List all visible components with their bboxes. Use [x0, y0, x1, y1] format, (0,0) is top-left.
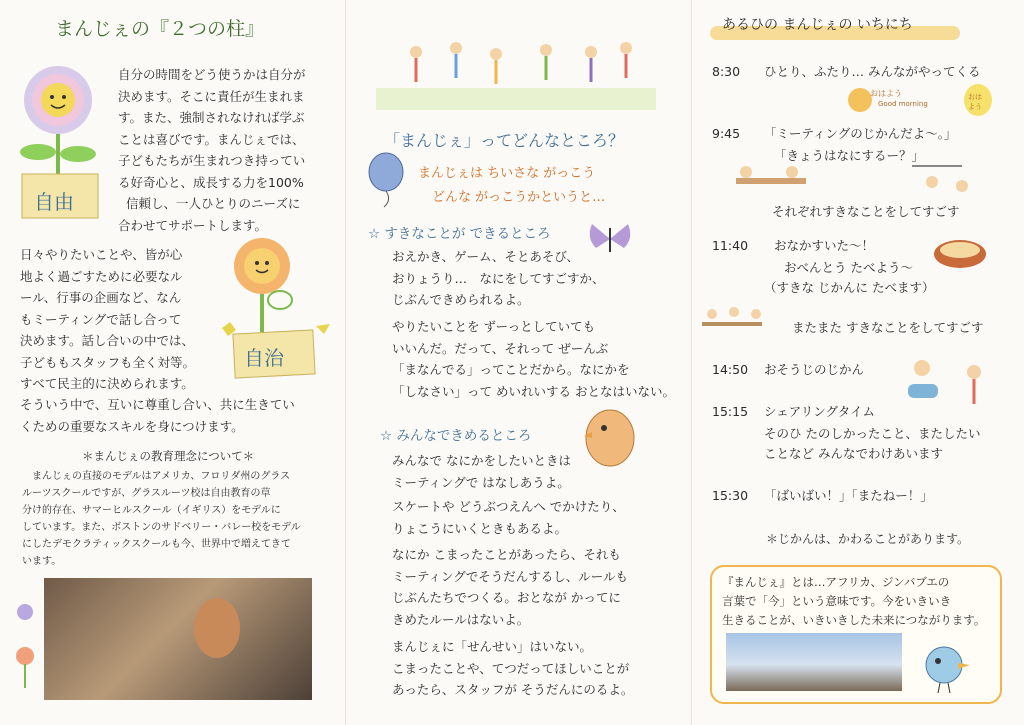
speech-ohayou-1: おはよう — [870, 89, 902, 98]
text-line: 「まなんでる」ってことだから。なにかを — [392, 362, 630, 377]
schedule-row — [712, 236, 874, 256]
schedule-row — [712, 360, 864, 380]
jichi-text — [20, 244, 230, 395]
schedule-text: そのひ たのしかったこと、またしたい — [764, 426, 981, 441]
text-line: もミーティングで話し合って — [20, 311, 182, 327]
meaning-text — [722, 573, 996, 630]
text-line: なにか こまったことがあったら、それも — [392, 547, 621, 562]
schedule-text: 「きょうはなにするー？」 — [774, 148, 925, 163]
text-line: ミーティングで はなしあうよ。 — [392, 474, 570, 490]
text-line: 『まんじぇ』とは…アフリカ、ジンバブエの — [722, 575, 950, 589]
balloon-icon — [366, 152, 410, 208]
schedule-text: ことなど みんなでわけあいます — [764, 446, 943, 461]
schedule-time: 8:30 — [712, 64, 741, 79]
section2-text — [392, 450, 682, 493]
text-line: 決めます。そこに責任が生まれま — [118, 88, 305, 104]
text-line: にしたデモクラティックスクールも今、世界中で増えてきて — [22, 539, 291, 550]
subheading-line-2: どんな がっこうかというと… — [432, 190, 606, 205]
jichi-text-wide — [20, 394, 340, 437]
schedule-text: おべんとう たべよう〜 — [784, 260, 913, 275]
schedule-time: 14:50 — [712, 362, 749, 377]
classroom-photo — [44, 578, 312, 700]
manje-meaning-box — [710, 565, 1002, 704]
schedule-text: おなかすいた〜！ — [774, 238, 875, 253]
schedule-text: おそうじのじかん — [764, 362, 865, 377]
schedule-text: シェアリングタイム — [764, 404, 876, 419]
text-line: しています。また、ボストンのサドベリー・バレー校をモデル — [22, 522, 301, 533]
schedule-row — [712, 486, 933, 506]
lunch-bento-illustration — [930, 232, 992, 272]
kids-playing-illustration — [376, 38, 656, 114]
text-line: こまったことや、てつだってほしいことが — [392, 660, 630, 676]
cleaning-illustration — [900, 354, 996, 414]
day-title: あるひの まんじぇの いちにち — [722, 17, 913, 33]
speech-ohayou-2: おはよう — [968, 93, 982, 111]
speech-good-morning: Good morning — [878, 100, 928, 108]
text-line: じぶんできめられるよ。 — [392, 292, 530, 307]
text-line: あったら、スタッフが そうだんにのるよ。 — [392, 682, 634, 697]
schedule-text: それぞれすきなことをしてすごす — [772, 204, 960, 219]
text-line: ことは喜びです。まんじぇでは、 — [118, 131, 305, 147]
section2c-text — [392, 544, 682, 630]
schedule-text: またまた すきなことをしてすごす — [792, 320, 984, 335]
meeting-illustration — [722, 160, 1002, 204]
schedule-text: 「ばいばい！」「またねー！」 — [764, 488, 933, 503]
text-line: みんなで なにかをしたいときは — [392, 453, 571, 468]
text-line: す。また、強制されなければ学ぶ — [118, 110, 305, 125]
text-line: おえかき、ゲーム、そとあそび、 — [392, 249, 579, 264]
text-line: ミーティングでそうだんするし、ルールも — [392, 568, 629, 584]
flower-doodle-icon — [10, 600, 40, 690]
text-line: 信頼し、一人ひとりのニーズに — [126, 196, 301, 211]
schedule-time: 15:15 — [712, 404, 749, 419]
text-line: まんじぇの直接のモデルはアメリカ、フロリダ州のグラス — [32, 471, 291, 482]
text-line: じぶんたちでつくる。おとなが かってに — [392, 590, 621, 605]
text-line: います。 — [22, 556, 62, 567]
section1-text — [392, 246, 682, 311]
schedule-row — [712, 402, 875, 422]
group-photo — [726, 633, 902, 691]
text-line: きめたルールはないよ。 — [392, 611, 530, 627]
text-line: る好奇心と、成長する力を100% — [118, 174, 304, 190]
text-line: くための重要なスキルを身につけます。 — [20, 418, 244, 434]
text-line: おりょうり… なにをしてすごすか、 — [392, 270, 605, 286]
schedule-text: 「ミーティングのじかんだよ〜。」 — [764, 126, 957, 141]
schedule-text: ひとり、ふたり… みんながやってくる — [764, 64, 981, 79]
text-line: 言葉で「今」という意味です。今をいきいき — [722, 594, 952, 608]
schedule-note: ＊じかんは、かわることがあります。 — [766, 532, 970, 546]
section2b-text — [392, 496, 682, 539]
middle-heading: 「まんじぇ」ってどんなところ？ — [384, 131, 625, 150]
text-line: 自分の時間をどう使うかは自分が — [118, 67, 306, 82]
schedule-time: 9:45 — [712, 126, 741, 141]
section-title-minna: ☆ みんなできめるところ — [380, 428, 532, 444]
text-line: まんじぇに「せんせい」はいない。 — [392, 639, 593, 654]
pillars-title: まんじぇの『２つの柱』 — [55, 18, 265, 40]
schedule-time: 11:40 — [712, 238, 749, 253]
left-panel — [0, 0, 345, 725]
text-line: 合わせてサポートします。 — [118, 217, 268, 233]
bird-mascot-icon — [918, 639, 974, 695]
text-line: ール、行事の企画など、なん — [20, 290, 182, 305]
text-line: 子どもたちが生まれつき持ってい — [118, 153, 306, 168]
text-line: 地よく過ごすために必要なル — [20, 268, 183, 284]
text-line: やりたいことを ずーっとしていても — [392, 319, 596, 334]
text-line: 生きることが、いきいきした未来につながります。 — [722, 613, 986, 627]
subheading-line-1: まんじぇは ちいさな がっこう — [418, 166, 596, 181]
text-line: りょこうにいくときもあるよ。 — [392, 520, 568, 536]
philosophy-text — [22, 468, 340, 570]
text-line: 子どももスタッフも全く対等。 — [20, 354, 196, 370]
right-panel — [692, 0, 1024, 725]
text-line: 決めます。話し合いの中では、 — [20, 333, 195, 348]
text-line: そういう中で、互いに尊重し合い、共に生きてい — [20, 397, 295, 412]
text-line: すべて民主的に決められます。 — [20, 376, 194, 391]
jichi-badge: 自治 — [244, 346, 284, 370]
section-title-suki: ☆ すきなことが できるところ — [368, 226, 551, 242]
schedule-text: （すきな じかんに たべます） — [764, 280, 935, 295]
kids-play-illustration — [698, 300, 780, 340]
jiyu-text — [118, 64, 338, 236]
text-line: 「しなさい」って めいれいする おとなはいない。 — [392, 383, 675, 399]
teddy-bear-figure — [194, 598, 240, 658]
text-line: ルーツスクールですが、グラスルーツ校は自由教育の草 — [22, 488, 271, 499]
philosophy-heading: ＊まんじぇの教育理念について＊ — [82, 449, 255, 463]
jiyu-badge: 自由 — [34, 190, 74, 214]
text-line: スケートや どうぶつえんへ でかけたり、 — [392, 499, 625, 514]
text-line: いいんだ。だって、それって ぜーんぶ — [392, 340, 609, 356]
schedule-row — [712, 62, 980, 82]
schedule-time: 15:30 — [712, 488, 749, 503]
section1b-text — [392, 316, 688, 402]
middle-panel — [345, 0, 692, 725]
text-line: 日々やりたいことや、皆が心 — [20, 247, 183, 262]
text-line: 分け的存在、サマーヒルスクール（イギリス）をモデルに — [22, 505, 281, 516]
schedule-row — [712, 124, 957, 144]
section2d-text — [392, 636, 688, 701]
